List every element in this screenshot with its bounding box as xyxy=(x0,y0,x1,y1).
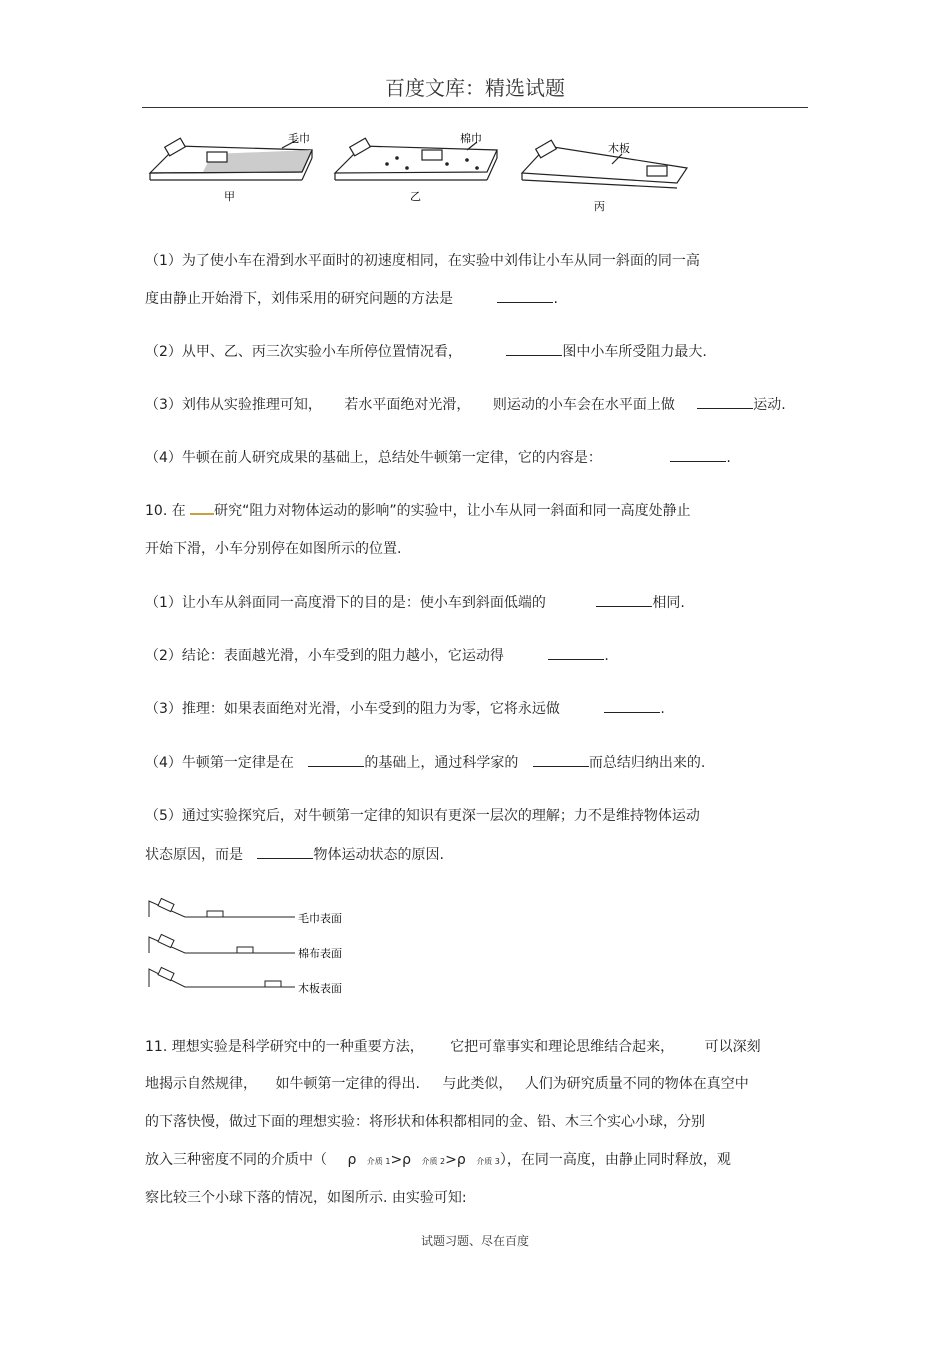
answer-blank xyxy=(257,846,313,859)
q10-part4-c: 而总结归纳出来的. xyxy=(588,755,706,771)
q10-number: 10. 在 xyxy=(145,503,186,519)
q11-l4-b: ），在同一高度，由静止同时释放，观 xyxy=(499,1152,731,1168)
caption-jia: 甲 xyxy=(224,190,235,203)
header-divider xyxy=(142,107,808,108)
answer-blank xyxy=(308,754,364,767)
q9-part4: （4）牛顿在前人研究成果的基础上，总结处牛顿第一定律，它的内容是： . xyxy=(145,450,731,466)
q10-part1 xyxy=(145,592,685,612)
label-mianbu-surface: 棉布表面 xyxy=(298,947,342,960)
q10-part5-b: 物体运动状态的原因. xyxy=(313,847,444,863)
ramp-bing xyxy=(522,140,687,188)
answer-blank xyxy=(497,290,553,303)
answer-blank xyxy=(604,700,660,713)
q9-part3-d: 运动. xyxy=(753,397,786,413)
q10-intro-line1 xyxy=(145,500,691,520)
q11-l1-b: 它把可靠事实和理论思维结合起来， xyxy=(450,1039,675,1055)
gt-symbol: > xyxy=(445,1152,457,1168)
gt-symbol: > xyxy=(390,1152,403,1168)
q9-part3-c: 则运动的小车会在水平面上做 xyxy=(492,397,675,413)
rho-symbol: ρ xyxy=(402,1152,412,1168)
q10-part4-a: （4）牛顿第一定律是在 xyxy=(145,755,294,771)
q11-l1-c: 可以深刻 xyxy=(704,1039,761,1055)
ramp-experiment-figure xyxy=(142,128,702,218)
q11-line2 xyxy=(145,1073,749,1093)
q11-l2-c: 与此类似， xyxy=(442,1076,513,1092)
q11-line1 xyxy=(145,1036,761,1056)
q10-intro-line2: 开始下滑，小车分别停在如图所示的位置. xyxy=(145,541,402,557)
answer-blank xyxy=(533,754,589,767)
q10-intro-text: 研究“阻力对物体运动的影响”的实验中，让小车从同一斜面和同一高度处静止 xyxy=(214,503,691,519)
page-footer: 试题习题、尽在百度 xyxy=(420,1234,529,1248)
q11-l4-a: 放入三种密度不同的介质中（ xyxy=(145,1152,327,1168)
answer-blank xyxy=(506,343,562,356)
label-mianjin: 棉巾 xyxy=(460,132,482,145)
q10-part4 xyxy=(145,752,705,772)
q11-line3: 的下落快慢，做过下面的理想实验：将形状和体积都相同的金、铅、木三个实心小球，分别 xyxy=(145,1114,705,1130)
surfaces-figure xyxy=(145,895,365,1000)
rho-sub-3: 介质 3 xyxy=(476,1157,500,1166)
caption-bing: 丙 xyxy=(594,200,605,213)
q10-part4-b: 的基础上，通过科学家的 xyxy=(364,755,519,771)
q9-part4-text: （4）牛顿在前人研究成果的基础上，总结处牛顿第一定律，它的内容是： xyxy=(145,450,602,466)
rho-sub-2: 介质 2 xyxy=(421,1157,446,1166)
answer-blank xyxy=(697,396,753,409)
q11-l2-d: 人们为研究质量不同的物体在真空中 xyxy=(524,1076,749,1092)
q11-line4 xyxy=(145,1149,731,1169)
q10-part1-tail: 相同. xyxy=(652,595,685,611)
q10-part3-text: （3）推理：如果表面绝对光滑，小车受到的阻力为零，它将永远做 xyxy=(145,701,560,717)
q10-part2: （2）结论：表面越光滑，小车受到的阻力越小，它运动得 . xyxy=(145,648,609,664)
q9-part2-tail: 图中小车所受阻力最大. xyxy=(562,344,707,360)
answer-blank xyxy=(670,449,726,462)
q9-part1-line2: 度由静止开始滑下，刘伟采用的研究问题的方法是 . xyxy=(145,291,558,307)
q10-part1-text: （1）让小车从斜面同一高度滑下的目的是：使小车到斜面低端的 xyxy=(145,595,546,611)
q9-part3 xyxy=(145,394,786,414)
rho-symbol: ρ xyxy=(347,1152,357,1168)
label-maojin: 毛巾 xyxy=(288,132,310,145)
page-header-title: 百度文库：精选试题 xyxy=(385,76,565,100)
q10-part5-line1: （5）通过实验探究后，对牛顿第一定律的知识有更深一层次的理解；力不是维持物体运动 xyxy=(145,808,700,824)
answer-blank xyxy=(596,594,652,607)
q11-line5: 察比较三个小球下落的情况，如图所示. 由实验可知: xyxy=(145,1190,467,1206)
q9-part3-a: （3）刘伟从实验推理可知， xyxy=(145,397,322,413)
q11-l2-b: 如牛顿第一定律的得出. xyxy=(275,1076,420,1092)
q10-part5-a: 状态原因，而是 xyxy=(145,847,243,863)
label-muban: 木板 xyxy=(608,142,630,155)
rho-symbol: ρ xyxy=(456,1152,466,1168)
q10-part2-text: （2）结论：表面越光滑，小车受到的阻力越小，它运动得 xyxy=(145,648,504,664)
label-muban-surface: 木板表面 xyxy=(298,982,342,995)
q9-part1-text: 度由静止开始滑下，刘伟采用的研究问题的方法是 xyxy=(145,291,453,307)
q9-part1-line1: （1）为了使小车在滑到水平面时的初速度相同，在实验中刘伟让小车从同一斜面的同一高 xyxy=(145,253,700,269)
gold-underline xyxy=(190,503,214,515)
q9-part2-text: （2）从甲、乙、丙三次实验小车所停位置情况看， xyxy=(145,344,462,360)
answer-blank xyxy=(548,647,604,660)
rho-sub-1: 介质 1 xyxy=(366,1157,391,1166)
label-maojin-surface: 毛巾表面 xyxy=(298,912,342,925)
q9-part3-b: 若水平面绝对光滑， xyxy=(344,397,471,413)
q11-l1-a: 11. 理想实验是科学研究中的一种重要方法， xyxy=(145,1039,424,1055)
q10-part3: （3）推理：如果表面绝对光滑，小车受到的阻力为零，它将永远做 . xyxy=(145,701,665,717)
q9-part2 xyxy=(145,341,707,361)
caption-yi: 乙 xyxy=(410,190,421,203)
q10-part5-line2 xyxy=(145,844,444,864)
q11-l2-a: 地揭示自然规律， xyxy=(145,1076,257,1092)
